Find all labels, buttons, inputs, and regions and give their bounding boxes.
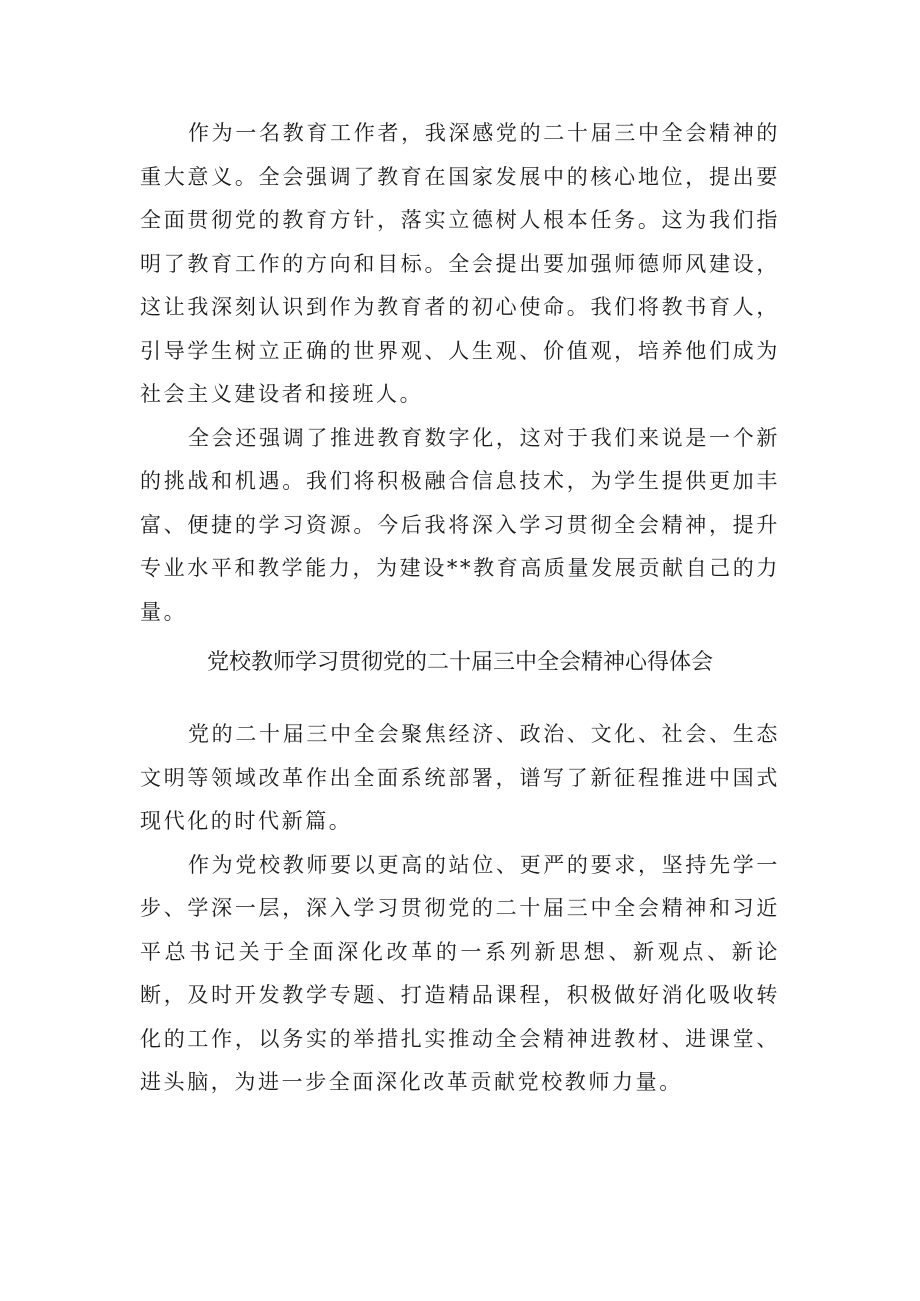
section-1-paragraph-2: 全会还强调了推进教育数字化，这对于我们来说是一个新的挑战和机遇。我们将积极融合信息技术，为学生提供更加丰富、便捷的学习资源。今后我将深入学习贯彻全会精神，提升专业水平和教学能力，为建设**教育高质量发展贡献自己的力量。: [140, 425, 780, 624]
section-2-body: [140, 713, 780, 1105]
section-1-paragraph-1: 作为一名教育工作者，我深感党的二十届三中全会精神的重大意义。全会强调了教育在国家发展中的核心地位，提出要全面贯彻党的教育方针，落实立德树人根本任务。这为我们指明了教育工作的方向和目标。全会提出要加强师德师风建设，这让我深刻认识到作为教育者的初心使命。我们将教书育人，引导学生树立正确的世界观、人生观、价值观，培养他们成为社会主义建设者和接班人。: [140, 121, 780, 406]
section-2-title: 党校教师学习贯彻党的二十届三中全会精神心得体会: [206, 650, 713, 675]
section-2-paragraph-1: 党的二十届三中全会聚焦经济、政治、文化、社会、生态文明等领域改革作出全面系统部署，谱写了新征程推进中国式现代化的时代新篇。: [140, 722, 780, 833]
section-2-paragraph-2: 作为党校教师要以更高的站位、更严的要求，坚持先学一步、学深一层，深入学习贯彻党的二十届三中全会精神和习近平总书记关于全面深化改革的一系列新思想、新观点、新论断，及时开发教学专题、打造精品课程，积极做好消化吸收转化的工作，以务实的举措扎实推动全会精神进教材、进课堂、进头脑，为进一步全面深化改革贡献党校教师力量。: [140, 852, 780, 1094]
section-1-body: [140, 112, 780, 634]
